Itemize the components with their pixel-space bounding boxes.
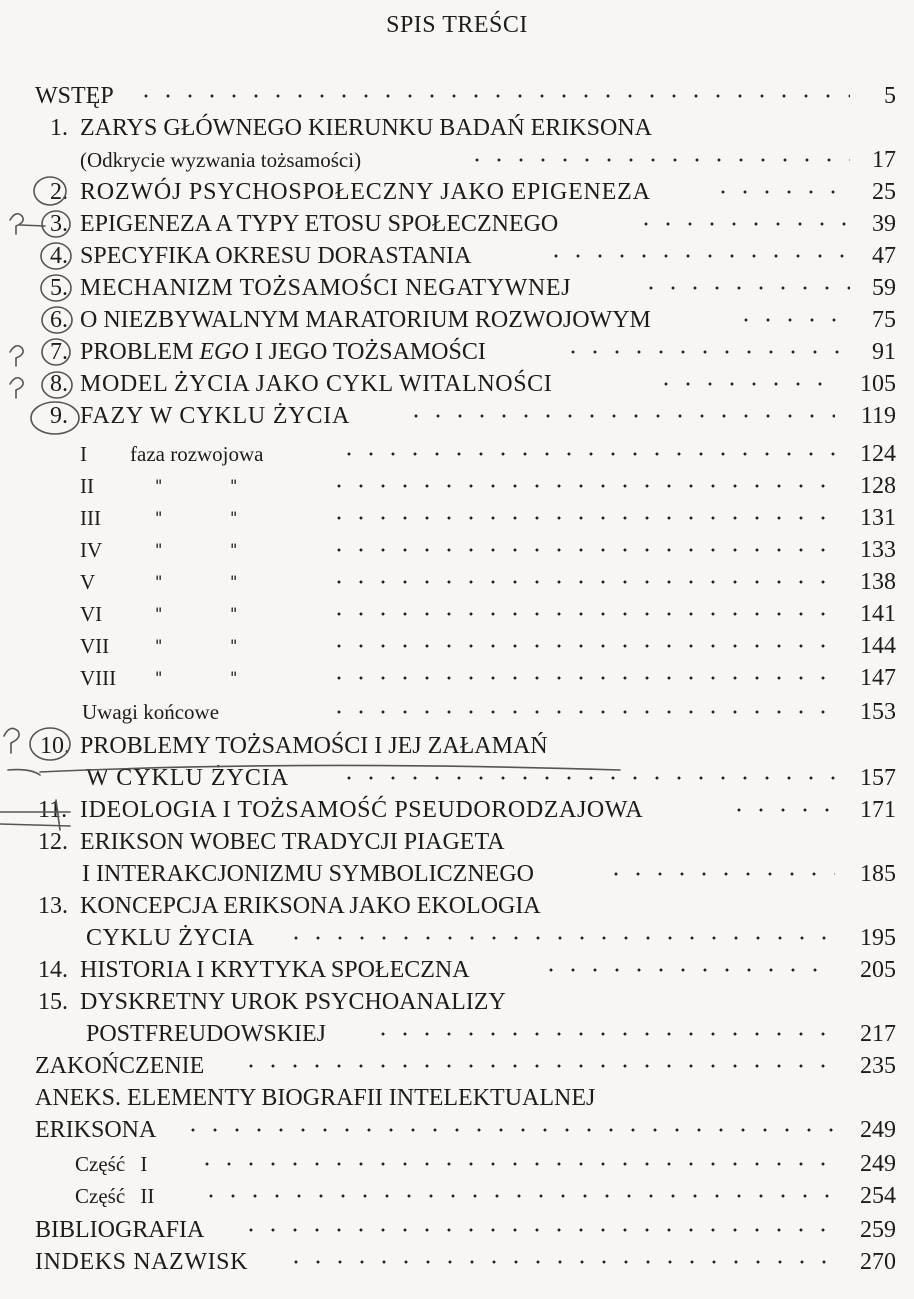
leader-dots (328, 546, 835, 554)
toc-entry-page: 153 (860, 699, 896, 725)
toc-entry-label: I INTERAKCJONIZMU SYMBOLICZNEGO (82, 861, 534, 887)
toc-entry-page: 59 (872, 275, 896, 301)
leader-dots (712, 188, 850, 196)
label-part: PROBLEM (80, 339, 200, 365)
toc-entry-page: 217 (860, 1021, 896, 1047)
toc-entry-label: SPECYFIKA OKRESU DORASTANIA (80, 243, 472, 269)
chapter-number: 9. (50, 403, 68, 429)
ditto-mark: " (230, 508, 238, 527)
toc-entry-page: 5 (884, 83, 896, 109)
chapter-number: 1. (50, 115, 68, 141)
toc-entry-page: 141 (860, 601, 896, 627)
ditto-mark: " (230, 476, 238, 495)
toc-entry-chapter-1[interactable] (0, 112, 914, 144)
toc-entry-chapter-15-cont[interactable] (0, 1018, 914, 1050)
leader-dots (635, 220, 850, 228)
toc-entry-label: EPIGENEZA A TYPY ETOSU SPOŁECZNEGO (80, 211, 559, 237)
leader-dots (338, 450, 835, 458)
leader-dots (285, 934, 835, 942)
ditto-mark: " (155, 604, 163, 623)
toc-entry-chapter-8[interactable] (0, 368, 914, 400)
leader-dots (328, 674, 835, 682)
leader-dots (540, 966, 830, 974)
phase-number: II (80, 474, 94, 498)
toc-entry-phase-6[interactable] (0, 598, 914, 630)
toc-entry-page: 131 (860, 505, 896, 531)
toc-entry-chapter-13-cont[interactable] (0, 922, 914, 954)
toc-entry-chapter-1-subtitle[interactable] (0, 144, 914, 176)
toc-entry-chapter-2[interactable] (0, 176, 914, 208)
toc-entry-label (80, 336, 486, 368)
phase-number: VI (80, 602, 103, 626)
toc-entry-page: 249 (860, 1151, 896, 1177)
toc-entry-label: ANEKS. ELEMENTY BIOGRAFII INTELEKTUALNEJ (35, 1085, 596, 1111)
chapter-number: 7. (50, 339, 68, 365)
phase-number: IV (80, 538, 103, 562)
toc-entry-chapter-4[interactable] (0, 240, 914, 272)
ditto-mark: " (155, 636, 163, 655)
toc-entry-phase-3[interactable] (0, 502, 914, 534)
toc-entry-page: 17 (872, 147, 896, 173)
toc-entry-label: PROBLEMY TOŻSAMOŚCI I JEJ ZAŁAMAŃ (80, 733, 548, 759)
leader-dots (240, 1226, 835, 1234)
chapter-number: 2. (50, 179, 68, 205)
leader-dots (328, 708, 835, 716)
leader-dots (200, 1192, 835, 1200)
toc-entry-chapter-12[interactable] (0, 826, 914, 858)
toc-entry-chapter-10-cont[interactable] (0, 762, 914, 794)
toc-entry-chapter-15[interactable] (0, 986, 914, 1018)
toc-entry-phase-5[interactable] (0, 566, 914, 598)
chapter-number: 13. (38, 893, 68, 919)
ditto-mark: " (155, 668, 163, 687)
toc-entry-label: KONCEPCJA ERIKSONA JAKO EKOLOGIA (80, 893, 541, 919)
ditto-mark: " (155, 540, 163, 559)
leader-dots (196, 1160, 835, 1168)
toc-entry-phase-4[interactable] (0, 534, 914, 566)
label-italic-part: EGO (199, 339, 249, 365)
toc-entry-page: 185 (860, 861, 896, 887)
leader-dots (405, 412, 835, 420)
toc-entry-page: 270 (860, 1249, 896, 1275)
chapter-number: 12. (38, 829, 68, 855)
leader-dots (466, 156, 850, 164)
toc-entry-chapter-14[interactable] (0, 954, 914, 986)
phase-number: VIII (80, 666, 117, 690)
leader-dots (285, 1258, 835, 1266)
toc-entry-label: W CYKLU ŻYCIA (86, 765, 290, 791)
chapter-number: 8. (50, 371, 68, 397)
toc-entry-page: 124 (860, 441, 896, 467)
toc-entry-page: 249 (860, 1117, 896, 1143)
toc-entry-label: MECHANIZM TOŻSAMOŚCI NEGATYWNEJ (80, 275, 572, 301)
toc-entry-label: Uwagi końcowe (82, 700, 220, 724)
toc-entry-page: 128 (860, 473, 896, 499)
chapter-number: 14. (38, 957, 68, 983)
toc-entry-page: 147 (860, 665, 896, 691)
chapter-number: 3. (50, 211, 68, 237)
leader-dots (338, 774, 835, 782)
leader-dots (545, 252, 850, 260)
leader-dots (605, 870, 835, 878)
toc-entry-page: 119 (860, 403, 896, 429)
leader-dots (328, 610, 835, 618)
toc-entry-page: 138 (860, 569, 896, 595)
toc-entry-page: 254 (860, 1183, 896, 1209)
toc-entry-conclusion[interactable] (0, 1050, 914, 1082)
toc-entry-page: 39 (872, 211, 896, 237)
toc-entry-page: 205 (860, 957, 896, 983)
leader-dots (328, 482, 835, 490)
toc-entry-label: ZARYS GŁÓWNEGO KIERUNKU BADAŃ ERIKSONA (80, 115, 652, 141)
toc-entry-label: O NIEZBYWALNYM MARATORIUM ROZWOJOWYM (80, 307, 651, 333)
ditto-mark: " (230, 668, 238, 687)
leader-dots (562, 348, 850, 356)
toc-entry-wstep[interactable] (0, 80, 914, 112)
ditto-mark: " (230, 636, 238, 655)
toc-entry-label: FAZY W CYKLU ŻYCIA (80, 403, 351, 429)
leader-dots (655, 380, 835, 388)
toc-entry-bibliography[interactable] (0, 1214, 914, 1246)
toc-entry-chapter-12-cont[interactable] (0, 858, 914, 890)
toc-entry-chapter-7[interactable] (0, 336, 914, 368)
ditto-mark: " (155, 508, 163, 527)
toc-entry-chapter-9[interactable] (0, 400, 914, 432)
toc-entry-page: 235 (860, 1053, 896, 1079)
leader-dots (328, 578, 835, 586)
toc-entry-chapter-10[interactable] (0, 730, 914, 762)
toc-entry-page: 47 (872, 243, 896, 269)
toc-entry-label: CYKLU ŻYCIA (86, 925, 255, 951)
toc-entry-label: INDEKS NAZWISK (35, 1249, 249, 1275)
toc-entry-label: (Odkrycie wyzwania tożsamości) (80, 148, 362, 172)
leader-dots (640, 284, 850, 292)
phase-number: III (80, 506, 101, 530)
ditto-mark: " (155, 476, 163, 495)
toc-entry-label: HISTORIA I KRYTYKA SPOŁECZNA (80, 957, 470, 983)
toc-entry-label: ROZWÓJ PSYCHOSPOŁECZNY JAKO EPIGENEZA (80, 179, 651, 205)
chapter-number: 5. (50, 275, 68, 301)
ditto-mark: " (230, 572, 238, 591)
toc-entry-page: 25 (872, 179, 896, 205)
toc-entry-phase-7[interactable] (0, 630, 914, 662)
toc-entry-label: Część I (75, 1152, 148, 1176)
toc-entry-label: ERIKSONA (35, 1117, 157, 1143)
toc-entry-phase-1[interactable] (0, 438, 914, 470)
page-title: SPIS TREŚCI (386, 12, 528, 38)
toc-entry-page: 144 (860, 633, 896, 659)
toc-entry-page: 75 (872, 307, 896, 333)
label-part: I JEGO TOŻSAMOŚCI (248, 339, 486, 365)
chapter-number: 10. (40, 733, 70, 759)
toc-entry-phase-2[interactable] (0, 470, 914, 502)
toc-entry-label: Część II (75, 1184, 155, 1208)
toc-entry-page: 133 (860, 537, 896, 563)
toc-entry-chapter-3[interactable] (0, 208, 914, 240)
toc-entry-label: MODEL ŻYCIA JAKO CYKL WITALNOŚCI (80, 371, 553, 397)
leader-dots (328, 642, 835, 650)
toc-entry-label: BIBLIOGRAFIA (35, 1217, 205, 1243)
toc-entry-final-remarks[interactable] (0, 696, 914, 728)
toc-entry-phase-8[interactable] (0, 662, 914, 694)
chapter-number: 6. (50, 307, 68, 333)
toc-entry-chapter-13[interactable] (0, 890, 914, 922)
toc-entry-part-2[interactable] (0, 1180, 914, 1212)
toc-entry-page: 259 (860, 1217, 896, 1243)
leader-dots (182, 1126, 835, 1134)
leader-dots (328, 514, 835, 522)
leader-dots (240, 1062, 835, 1070)
toc-entry-part-1[interactable] (0, 1148, 914, 1180)
toc-entry-page: 171 (860, 797, 896, 823)
ditto-mark: " (230, 604, 238, 623)
toc-entry-label: faza rozwojowa (130, 442, 264, 466)
chapter-number: 4. (50, 243, 68, 269)
ditto-mark: " (155, 572, 163, 591)
phase-number: V (80, 570, 96, 594)
leader-dots (372, 1030, 835, 1038)
leader-dots (735, 316, 850, 324)
toc-entry-label: DYSKRETNY UROK PSYCHOANALIZY (80, 989, 506, 1015)
toc-entry-chapter-6[interactable] (0, 304, 914, 336)
toc-entry-label: IDEOLOGIA I TOŻSAMOŚĆ PSEUDORODZAJOWA (80, 797, 644, 823)
toc-entry-appendix[interactable] (0, 1082, 914, 1114)
chapter-number: 15. (38, 989, 68, 1015)
toc-entry-label: WSTĘP (35, 83, 114, 109)
chapter-number: 11. (38, 797, 68, 823)
phase-number: I (80, 442, 87, 466)
toc-entry-index[interactable] (0, 1246, 914, 1278)
toc-entry-chapter-11[interactable] (0, 794, 914, 826)
toc-entry-label: POSTFREUDOWSKIEJ (86, 1021, 327, 1047)
toc-entry-page: 195 (860, 925, 896, 951)
toc-entry-page: 91 (872, 339, 896, 365)
leader-dots (728, 806, 838, 814)
toc-entry-appendix-cont[interactable] (0, 1114, 914, 1146)
ditto-mark: " (230, 540, 238, 559)
toc-entry-chapter-5[interactable] (0, 272, 914, 304)
toc-entry-label: ERIKSON WOBEC TRADYCJI PIAGETA (80, 829, 505, 855)
toc-entry-page: 157 (860, 765, 896, 791)
toc-entry-label: ZAKOŃCZENIE (35, 1053, 205, 1079)
phase-number: VII (80, 634, 110, 658)
toc-entry-page: 105 (860, 371, 896, 397)
leader-dots (135, 92, 850, 100)
